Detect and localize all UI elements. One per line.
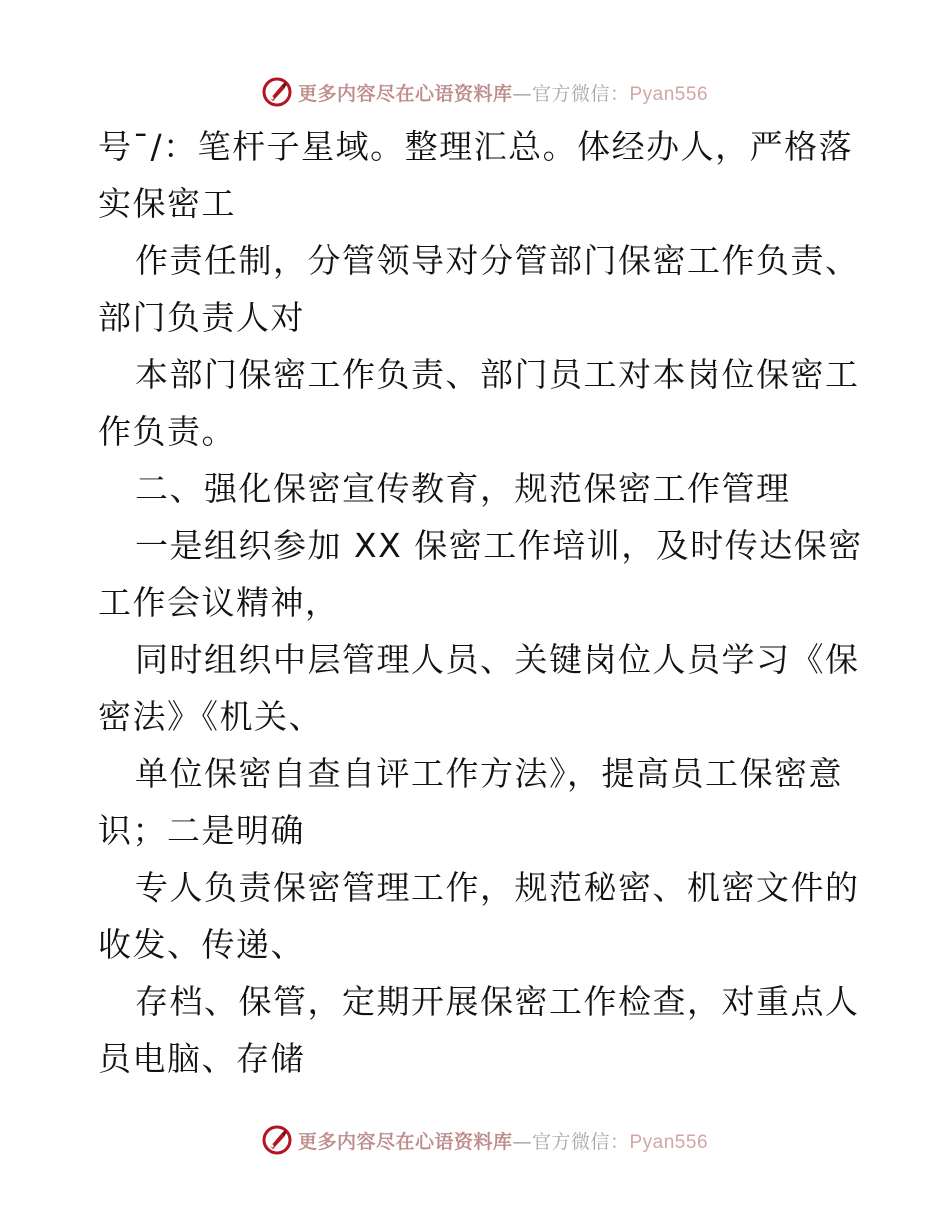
section-heading: 二、强化保密宣传教育，规范保密工作管理 bbox=[135, 469, 791, 508]
text-line: 部门负责人对 bbox=[98, 298, 305, 337]
text-line: 作负责。 bbox=[98, 412, 236, 451]
footer-banner-inner bbox=[262, 1125, 708, 1155]
header-banner-main: 更多内容尽在心语资料库 bbox=[297, 82, 513, 105]
text-line: 收发、传递、 bbox=[98, 925, 305, 964]
document-body bbox=[98, 118, 863, 1087]
footer-banner-wechat: 官方微信： bbox=[531, 1130, 630, 1153]
footer-banner-dash: — bbox=[512, 1130, 532, 1153]
text-line: 工作会议精神， bbox=[98, 583, 340, 622]
footer-banner bbox=[0, 1120, 950, 1160]
text-line: 专人负责保密管理工作，规范秘密、机密文件的 bbox=[135, 868, 860, 907]
pen-nib-logo-icon bbox=[262, 1125, 292, 1155]
header-banner-dash: — bbox=[512, 82, 532, 105]
text-line: 一是组织参加 XX 保密工作培训，及时传达保密 bbox=[135, 526, 863, 565]
header-banner bbox=[0, 72, 950, 112]
footer-banner-main: 更多内容尽在心语资料库 bbox=[297, 1130, 513, 1153]
header-banner-wechat: 官方微信： bbox=[531, 82, 630, 105]
footer-banner-id: Pyan556 bbox=[629, 1131, 709, 1153]
footer-banner-text bbox=[298, 1127, 708, 1154]
text-line: 号¯/：笔杆子星域。整理汇总。体经办人，严格落 bbox=[98, 127, 854, 166]
text-line: 密法》《机关、 bbox=[98, 697, 323, 736]
text-line: 单位保密自查自评工作方法》，提高员工保密意 bbox=[135, 754, 843, 793]
header-banner-id: Pyan556 bbox=[629, 83, 709, 105]
text-line: 同时组织中层管理人员、关键岗位人员学习《保 bbox=[135, 640, 860, 679]
text-line: 作责任制，分管领导对分管部门保密工作负责、 bbox=[135, 241, 860, 280]
header-banner-text bbox=[298, 79, 708, 106]
text-line: 本部门保密工作负责、部门员工对本岗位保密工 bbox=[135, 355, 860, 394]
pen-nib-logo-icon bbox=[262, 77, 292, 107]
text-line: 识；二是明确 bbox=[98, 811, 305, 850]
text-line: 员电脑、存储 bbox=[98, 1039, 305, 1078]
header-banner-inner bbox=[262, 77, 708, 107]
text-line: 存档、保管，定期开展保密工作检查，对重点人 bbox=[135, 982, 860, 1021]
text-line: 实保密工 bbox=[98, 184, 236, 223]
